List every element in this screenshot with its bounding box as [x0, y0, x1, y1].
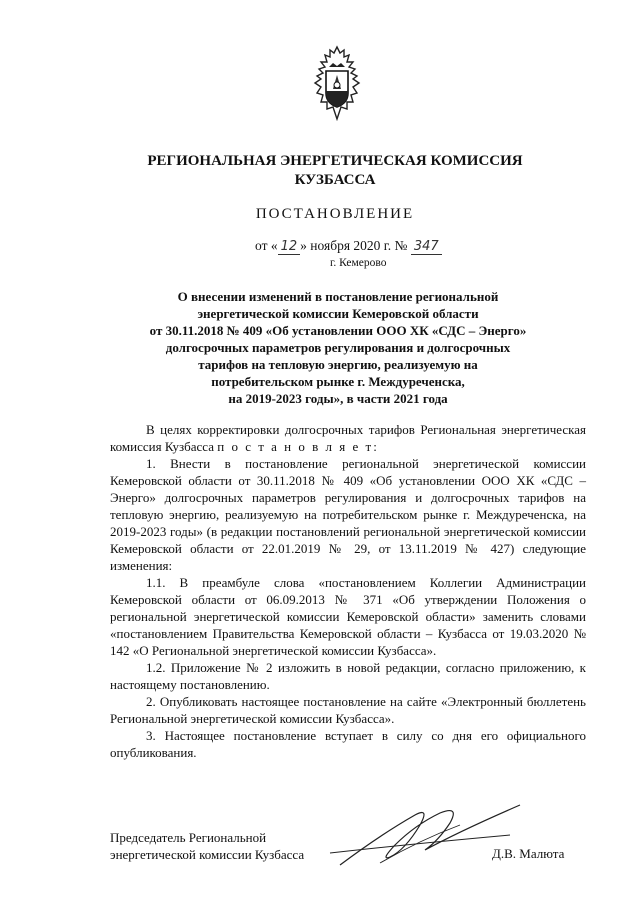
clause-3: 3. Настоящее постановление вступает в силу со дня его официального опубликования. [110, 728, 586, 760]
intro-paragraph [110, 421, 586, 455]
subject-line: О внесении изменений в постановление региональной [177, 289, 499, 304]
signatory-position-line2: энергетической комиссии Кузбасса [110, 847, 305, 862]
subject-line: потребительском рынке г. Междуреченска, [211, 374, 465, 389]
subject-line: долгосрочных параметров регулирования и долгосрочных [165, 340, 511, 355]
subject-heading [108, 288, 568, 407]
resolves-word: п о с т а н о в л я е т: [217, 439, 379, 454]
document-number-handwritten: 347 [411, 239, 442, 255]
document-type: ПОСТАНОВЛЕНИЕ [255, 206, 415, 222]
organization-title [100, 152, 570, 190]
intro-text: В целях корректировки долгосрочных тарифов Региональная энергетическая комиссия Кузбасса [110, 422, 586, 454]
coat-of-arms-emblem [313, 45, 361, 121]
handwritten-signature [320, 795, 530, 875]
date-middle: » ноября 2020 г. № [300, 238, 408, 253]
signatory-name: Д.В. Малюта [492, 846, 565, 861]
subject-line: энергетической комиссии Кемеровской области [197, 306, 479, 321]
organization-title-line2: КУЗБАССА [294, 172, 376, 188]
document-body [110, 421, 586, 761]
date-line [255, 238, 442, 254]
subject-line: от 30.11.2018 № 409 «Об установлении ООО ХК «СДС – Энерго» [149, 323, 527, 338]
signatory-position [110, 829, 304, 863]
subject-line: тарифов на тепловую энергию, реализуемую на [198, 357, 478, 372]
clause-1-1: 1.1. В преамбуле слова «постановлением Коллегии Администрации Кемеровской области от 06.09.2013 № 371 «Об утверждении Положения о региональной энергетической комиссии Кемеровской области» заменить словами «постановлением Правительства Кемеровской области – Кузбасса от 19.03.2020 № 142 «О Региональной энергетической комиссии Кузбасса». [110, 575, 586, 658]
date-prefix: от « [255, 238, 278, 253]
date-day-handwritten: 12 [278, 239, 301, 255]
clause-1-2: 1.2. Приложение № 2 изложить в новой редакции, согласно приложению, к настоящему постановлению. [110, 660, 586, 692]
organization-title-line1: РЕГИОНАЛЬНАЯ ЭНЕРГЕТИЧЕСКАЯ КОМИССИЯ [147, 153, 523, 169]
clause-2: 2. Опубликовать настоящее постановление на сайте «Электронный бюллетень Региональной энергетической комиссии Кузбасса». [110, 694, 586, 726]
city-label: г. Кемерово [330, 257, 387, 269]
subject-line: на 2019-2023 годы», в части 2021 года [228, 391, 448, 406]
signatory-position-line1: Председатель Региональной [110, 830, 267, 845]
clause-1: 1. Внести в постановление региональной энергетической комиссии Кемеровской области от 30.11.2018 № 409 «Об установлении ООО ХК «СДС – Энерго» долгосрочных параметров регулирования и долгосрочных тарифов на тепловую энергию, реализуемую на потребительском рынке г. Междуреченска, на 2019-2023 годы» (в редакции постановлений региональной энергетической комиссии Кемеровской области от 22.01.2019 № 29, от 13.11.2019 № 427) следующие изменения: [110, 456, 586, 573]
